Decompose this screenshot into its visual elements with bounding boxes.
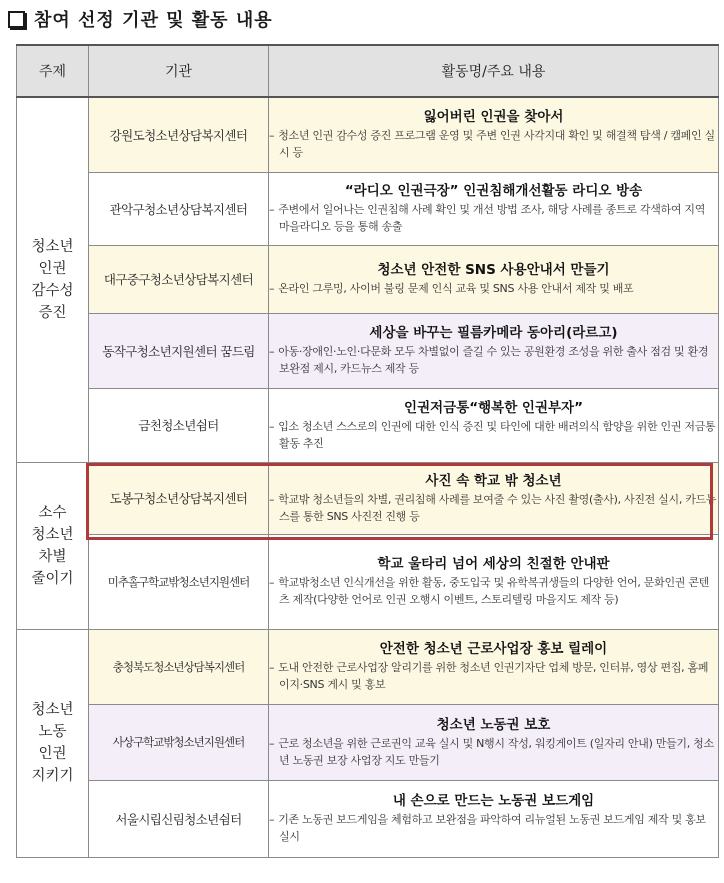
theme-label: 청소년 노동 인권 지키기 [31,702,74,784]
org-cell: 사상구학교밖청소년지원센터 [89,704,269,780]
activity-title: 세상을 바꾸는 필름카메라 동아리(라르고) [369,325,618,341]
activity-title: 안전한 청소년 근로사업장 홍보 릴레이 [379,641,608,657]
activity-desc: – 아동·장애인·노인·다문화 모두 차별없이 즐길 수 있는 공원환경 조성을 위한 출사 점검 및 환경 보완점 제시, 카드뉴스 제작 등 [269,345,709,375]
table-row [17,629,719,704]
activity-cell [269,704,719,780]
org-cell: 금천청소년쉼터 [89,388,269,462]
page-title-text: 참여 선정 기관 및 활동 내용 [34,10,273,31]
activity-title: 인권저금통“행복한 인권부자” [404,399,583,416]
theme-cell [17,97,89,462]
activity-desc: – 도내 안전한 근로사업장 알리기를 위한 청소년 인권기자단 업체 방문, 인터뷰, 영상 편집, 홈페이지·SNS 게시 및 홍보 [269,661,709,691]
activity-cell [269,172,719,245]
org-cell: 동작구청소년지원센터 꿈드림 [89,313,269,388]
org-cell: 관악구청소년상담복지센터 [89,172,269,245]
table-row [17,534,719,629]
activity-cell [269,462,719,534]
header-theme: 주제 [17,45,89,97]
activity-cell [269,245,719,313]
activity-cell [269,97,719,172]
activity-cell [269,534,719,629]
activity-title: 청소년 안전한 SNS 사용안내서 만들기 [377,262,610,278]
table-row [17,313,719,388]
header-activity: 활동명/주요 내용 [269,45,719,97]
theme-cell [17,629,89,857]
org-cell: 대구중구청소년상담복지센터 [89,245,269,313]
org-cell: 도봉구청소년상담복지센터 [89,462,269,534]
activity-title: 청소년 노동권 보호 [436,716,551,733]
table-row [17,388,719,462]
table-row [17,172,719,245]
activity-title: 사진 속 학교 밖 청소년 [425,472,562,489]
org-cell: 서울시립신림청소년쉼터 [89,780,269,857]
table-header-row [17,45,719,97]
activity-desc: – 근로 청소년을 위한 근로권익 교육 실시 및 N행시 작성, 워킹게이트 (일자리 안내) 만들기, 청소년 노동권 보장 사업장 지도 만들기 [269,736,714,767]
activity-cell [269,629,719,704]
header-org: 기관 [89,45,269,97]
org-cell: 미추홀구학교밖청소년지원센터 [89,534,269,629]
activity-desc: – 학교밖청소년 인식개선을 위한 활동, 중도입국 및 유학복귀생들의 다양한 언어, 문화인권 콘텐츠 제작(다양한 언어로 인권 오행시 이벤트, 스토리텔링 마을지도 제작 등) [269,576,709,606]
activity-desc: – 기존 노동권 보드게임을 체험하고 보완점을 파악하여 리뉴얼된 노동권 보드게임 제작 및 홍보 실시 [269,813,706,843]
activity-cell [269,313,719,388]
table-row [17,704,719,780]
checkbox-icon [8,11,25,28]
table-row [17,245,719,313]
page-title [8,6,273,32]
activity-cell [269,780,719,857]
activity-desc: – 청소년 인권 감수성 증진 프로그램 운영 및 주변 인권 사각지대 확인 및 해결책 탐색 / 캠페인 실시 등 [269,129,715,160]
table-row [17,780,719,857]
org-cell: 충청북도청소년상담복지센터 [89,629,269,704]
activity-desc: – 온라인 그루밍, 사이버 불링 문제 인식 교육 및 SNS 사용 안내서 제작 및 배포 [269,282,634,295]
activity-title: 내 손으로 만드는 노동권 보드게임 [392,793,595,809]
activity-title: “라디오 인권극장” 인권침해개선활동 라디오 방송 [344,183,643,199]
activity-title: 잃어버린 인권을 찾아서 [423,109,564,126]
theme-cell [17,462,89,629]
table-row [17,97,719,172]
activity-desc: – 입소 청소년 스스로의 인권에 대한 인식 증진 및 타인에 대한 배려의식 함양을 위한 인권 저금통 활동 추진 [269,419,716,450]
activity-table [16,44,719,858]
activity-cell [269,388,719,462]
theme-label: 청소년 인권 감수성 증진 [31,238,74,321]
table-row [17,462,719,534]
org-cell: 강원도청소년상담복지센터 [89,97,269,172]
theme-label: 소수 청소년 차별 줄이기 [31,504,74,587]
activity-title: 학교 울타리 넘어 세상의 친절한 안내판 [377,556,610,572]
activity-desc: – 주변에서 일어나는 인권침해 사례 확인 및 개선 방법 조사, 해당 사례를 종트로 각색하여 지역 마을라디오 등을 통해 송출 [269,203,706,233]
activity-desc: – 학교밖 청소년들의 차별, 권리침해 사례를 보여줄 수 있는 사진 촬영(출사), 사진전 실시, 카드뉴스를 통한 SNS 사진전 진행 등 [269,492,717,523]
